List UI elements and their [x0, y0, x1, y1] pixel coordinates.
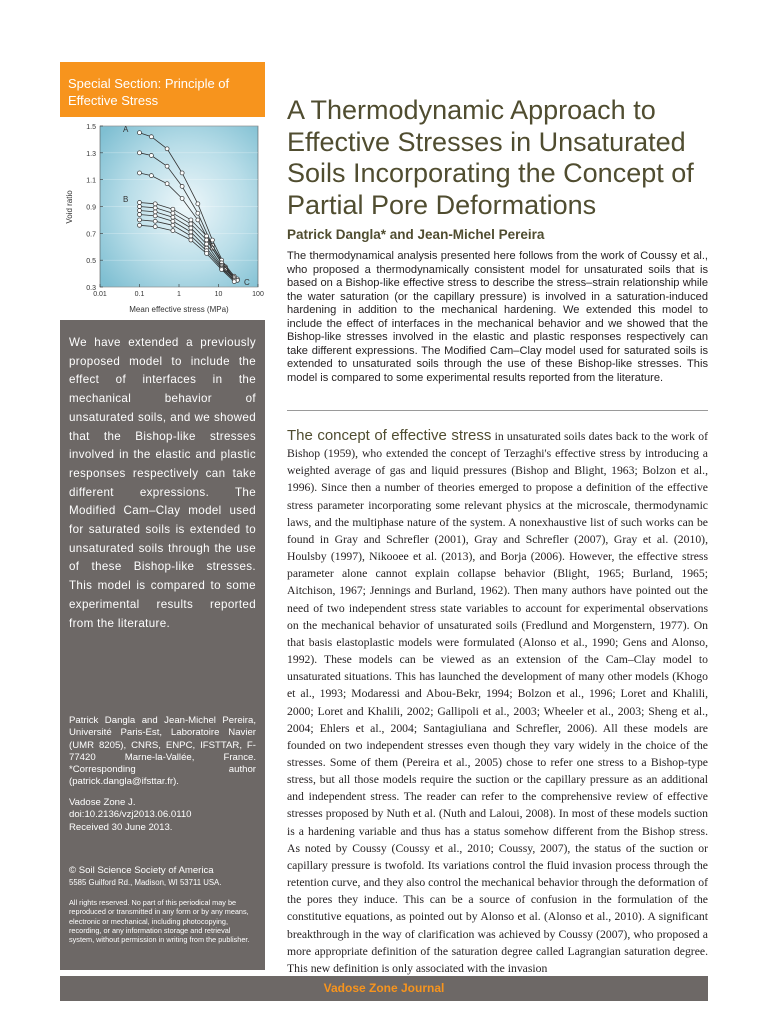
data-point	[153, 214, 157, 218]
y-tick-label: 1.1	[86, 177, 96, 185]
footer-bar	[60, 976, 708, 1001]
x-tick-label: 10	[214, 291, 223, 298]
article-title: A Thermodynamic Approach to Effective Stresses in Unsaturated Soils Incorporating the Concept of Partial Pore Deformations	[287, 95, 694, 220]
data-point	[180, 196, 184, 200]
y-tick-label: 0.9	[86, 204, 96, 212]
annotation-a: A	[123, 125, 129, 134]
body-paragraph	[287, 427, 708, 977]
copyright-block	[69, 865, 256, 890]
data-point	[189, 230, 193, 234]
data-point	[138, 209, 142, 213]
data-point	[138, 213, 142, 217]
data-point	[171, 223, 175, 227]
data-point	[171, 219, 175, 223]
data-point	[205, 251, 209, 255]
abstract: The thermodynamical analysis presented here follows from the work of Coussy et al., who proposed a thermodynamically consistent model for unsaturated soils that is based on a Bishop-like effective stress to describe the stress–strain relationship while the water saturation (or the capillary pressure) is involved in a saturation-induced hardening in addition to the mechanical hardening. We extended this model to include the effect of interfaces in the mechanical behavior and we showed that the Bishop-like stresses involved in the elastic and plastic responses respectively can take different expressions. The Modified Cam–Clay model used for saturated soils is extended to unsaturated soils through the use of these Bishop-like stresses. This model is compared to some experimental results reported from the literature.	[287, 250, 708, 384]
data-point	[196, 211, 200, 215]
data-point	[171, 211, 175, 215]
society-address: 5585 Guilford Rd., Madison, WI 53711 USA.	[69, 878, 222, 888]
section-heading: The concept of effective stress	[287, 427, 492, 444]
x-axis-label: Mean effective stress (MPa)	[129, 305, 229, 314]
data-point	[138, 218, 142, 222]
y-tick-label: 0.7	[86, 231, 96, 239]
data-point	[165, 164, 169, 168]
data-point	[171, 207, 175, 211]
data-point	[189, 238, 193, 242]
y-tick-label: 0.5	[86, 258, 96, 266]
data-point	[180, 184, 184, 188]
copyright: © Soil Science Society of America	[69, 865, 214, 876]
data-point	[138, 223, 142, 227]
data-point	[149, 135, 153, 139]
data-point	[180, 171, 184, 175]
received-date: Received 30 June 2013.	[69, 821, 173, 833]
data-point	[189, 226, 193, 230]
data-point	[138, 205, 142, 209]
y-tick-label: 0.3	[86, 285, 96, 292]
sidebar-abstract: We have extended a previously proposed model to include the effect of interfaces in the mechanical behavior of unsaturated soils, and we showed that the Bishop-like stresses involved in the elastic and plastic responses respectively can take different expressions. The Modified Cam–Clay model used for saturated soils is extended to unsaturated soils through the use of these Bishop-like stresses. This model is compared to some experimental results reported from the literature.	[69, 336, 256, 630]
data-point	[153, 225, 157, 229]
data-point	[189, 234, 193, 238]
x-tick-label: 0.1	[134, 291, 145, 298]
x-tick-label: 100	[252, 291, 264, 298]
journal-footer: Vadose Zone Journal	[323, 981, 445, 995]
section-tag: Special Section: Principle of Effective Stress	[60, 62, 265, 117]
journal-name: Vadose Zone J.	[69, 797, 136, 808]
data-point	[153, 202, 157, 206]
data-point	[138, 200, 142, 204]
data-point	[189, 222, 193, 226]
data-point	[138, 131, 142, 135]
data-point	[205, 242, 209, 246]
data-point	[165, 182, 169, 186]
y-axis-label: Void ratio	[65, 190, 74, 224]
x-tick-label: 0.01	[93, 291, 107, 298]
y-tick-label: 1.5	[86, 124, 96, 131]
data-point	[232, 280, 236, 284]
data-point	[153, 210, 157, 214]
data-point	[189, 218, 193, 222]
data-point	[138, 171, 142, 175]
data-point	[196, 202, 200, 206]
data-point	[165, 147, 169, 151]
void-ratio-chart	[60, 117, 265, 320]
sidebar	[60, 320, 265, 970]
data-point	[196, 218, 200, 222]
data-point	[171, 229, 175, 233]
divider	[287, 410, 708, 411]
annotation-c: C	[244, 278, 250, 287]
data-point	[171, 215, 175, 219]
author-affiliation: Patrick Dangla and Jean-Michel Pereira, Université Paris-Est, Laboratoire Navier (UMR 8205), CNRS, ENPC, IFSTTAR, F-77420 Marne-la-Vallée, France. *Corresponding author (patrick.dangla@ifsttar.fr).	[69, 715, 256, 788]
data-point	[149, 154, 153, 158]
doi[interactable]: doi:10.2136/vzj2013.06.0110	[69, 809, 192, 821]
x-tick-label: 1	[177, 291, 181, 298]
rights-notice: All rights reserved. No part of this periodical may be reproduced or transmitted in any form or by any means, electronic or mechanical, including photocopying, recording, or any information storage and retrieval system, without permission in writing from the publisher.	[69, 898, 250, 945]
annotation-b: B	[123, 195, 129, 204]
body-text: in unsaturated soils dates back to the work of Bishop (1959), who extended the concept of Terzaghi's effective stress by introducing a weighted average of gas and liquid pressures (Bishop and Blight, 1963; Bolzon et al., 1996). Since then a number of theories emerged to propose a definition of the effective stress parameter incorporating some relevant physics at the microscale, thermodynamic laws, and the multiphase nature of the system. A nonexhaustive list of such works can be found in Gray and Schrefler (2001), Gray and Schrefler (2007), Gray et al. (2010), Houlsby (1997), Nikooee et al. (2013), and Borja (2006). However, the effective stress parameter alone cannot explain collapse behavior (Blight, 1965; Burland, 1965; Aitchison, 1967; Jennings and Burland, 1962). Then many authors have pointed out the need of two independent stress state variables to account for experimental observations on the mechanical behavior of unsaturated soils (Fredlund and Morgenstern, 1977). On that basis elastoplastic models were formulated (Alonso et al., 1990; Gens and Alonso, 1992). These models can be viewed as an extension of the Cam–Clay model to unsaturated situations. This has launched the development of many other models (Khogo et al., 1993; Modaressi and Abou-Bekr, 1994; Bolzon et al., 1996; Loret and Khalili, 2000; Loret and Khalili, 2002; Gallipoli et al., 2003; Wheeler et al., 2003; Sheng et al., 2004; Ehlers et al., 2004; Santagiuliana and Schrefler, 2006). All these models are founded on two independent stresses even though they vary widely in the choice of the stresses. Some of them (Pereira et al., 2005) chose to refer one stress to a Bishop-type stress, but all those models require the suction or the capillary pressure as an additional and independent stress. The reader can refer to the comprehensive review of effective stresses proposed by Nuth et al. (Nuth and Laloui, 2008). In most of these models suction is a hardening variable and thus has a status somehow different from the Bishop stress. As noted by Coussy (Coussy et al., 2010; Coussy, 2007), the status of the suction or capillary pressure is twofold. Its variations control the fluid invasion process through the retention curve, and they also control the mechanical behavior through the deformation of the pores they induce. This can be a source of confusion in the formulation of the constitutive equations, as pointed out by Alonso et al. (Alonso et al., 2010). A significant breakthrough in the way of clarification was achieved by Coussy (2007), who proposed a more appropriate definition of the saturation degree called Lagrangian saturation degree. This new definition is only associated with the invasion	[287, 430, 708, 975]
y-tick-label: 1.3	[86, 150, 96, 158]
data-point	[205, 234, 209, 238]
data-point	[205, 238, 209, 242]
data-point	[138, 151, 142, 155]
data-point	[153, 219, 157, 223]
data-point	[149, 174, 153, 178]
citation-info	[69, 797, 256, 834]
authors: Patrick Dangla* and Jean-Michel Pereira	[287, 227, 545, 242]
chart-svg	[60, 117, 265, 320]
data-point	[220, 268, 224, 272]
data-point	[153, 206, 157, 210]
